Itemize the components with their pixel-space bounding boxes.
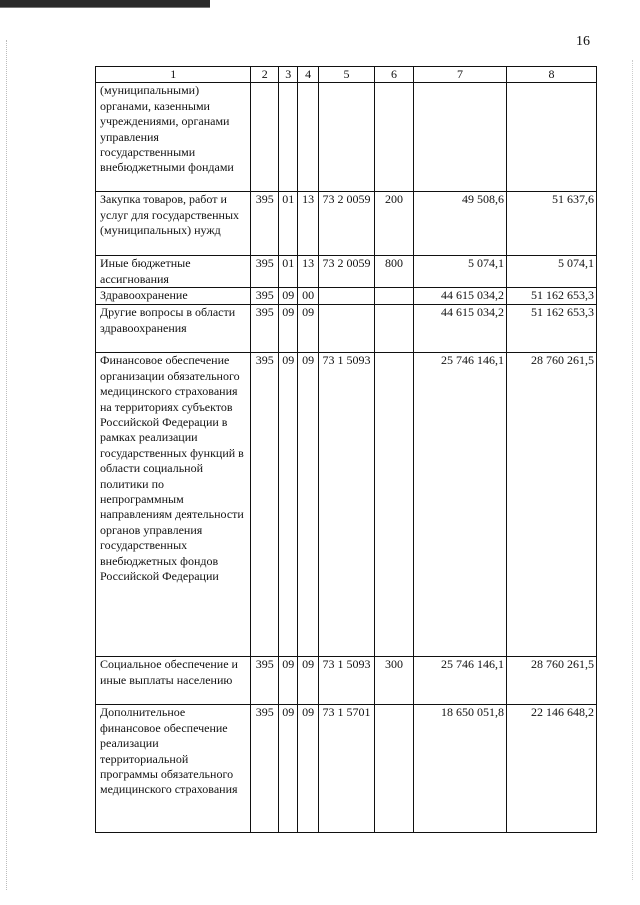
cell-amount-1: 18 650 051,8 [413, 705, 506, 833]
cell-pr: 09 [298, 705, 318, 833]
table-row [96, 192, 597, 256]
cell-rz: 09 [279, 305, 298, 353]
table-row [96, 705, 597, 833]
header-col-1: 1 [96, 67, 251, 83]
cell-pr: 00 [298, 288, 318, 305]
cell-amount-2: 28 760 261,5 [506, 657, 596, 705]
cell-vr [375, 353, 414, 657]
cell-rz: 01 [279, 256, 298, 288]
budget-table [95, 66, 597, 833]
cell-gr: 395 [251, 657, 279, 705]
scan-border-top-line [0, 7, 210, 8]
row-name: Дополнительное финансовое обеспечение реализации территориальной программы обязательного медицинского страхования [96, 705, 251, 833]
header-col-4: 4 [298, 67, 318, 83]
row-name: Финансовое обеспечение организации обязательного медицинского страхования на территориях субъектов Российской Федерации в рамках реализации государственных функций в области социальной политики по непрограммным направлениям деятельности органов управления государственных внебюджетных фондов Российской Федерации [96, 353, 251, 657]
row-name: Закупка товаров, работ и услуг для государственных (муниципальных) нужд [96, 192, 251, 256]
cell-csr: 73 1 5701 [318, 705, 374, 833]
cell-pr: 09 [298, 353, 318, 657]
cell-amount-1: 25 746 146,1 [413, 353, 506, 657]
row-name: (муниципальными) органами, казенными учреждениями, органами управления государственными внебюджетными фондами [96, 83, 251, 192]
cell-rz: 09 [279, 353, 298, 657]
cell-gr: 395 [251, 705, 279, 833]
cell-amount-2: 51 162 653,3 [506, 288, 596, 305]
scan-border-left [6, 40, 8, 890]
cell-vr [375, 305, 414, 353]
cell-csr: 73 1 5093 [318, 657, 374, 705]
row-name: Иные бюджетные ассигнования [96, 256, 251, 288]
cell-vr: 200 [375, 192, 414, 256]
cell-gr [251, 83, 279, 192]
cell-rz: 01 [279, 192, 298, 256]
cell-vr: 800 [375, 256, 414, 288]
cell-gr: 395 [251, 353, 279, 657]
row-name: Социальное обеспечение и иные выплаты населению [96, 657, 251, 705]
cell-rz: 09 [279, 705, 298, 833]
cell-csr [318, 288, 374, 305]
cell-amount-1 [413, 83, 506, 192]
cell-amount-2: 5 074,1 [506, 256, 596, 288]
cell-amount-2: 22 146 648,2 [506, 705, 596, 833]
row-name: Здравоохранение [96, 288, 251, 305]
cell-amount-2: 28 760 261,5 [506, 353, 596, 657]
cell-amount-2 [506, 83, 596, 192]
cell-gr: 395 [251, 288, 279, 305]
cell-gr: 395 [251, 305, 279, 353]
header-row [96, 67, 597, 83]
cell-amount-1: 49 508,6 [413, 192, 506, 256]
table-row [96, 288, 597, 305]
cell-csr [318, 83, 374, 192]
cell-csr [318, 305, 374, 353]
cell-rz: 09 [279, 657, 298, 705]
cell-csr: 73 1 5093 [318, 353, 374, 657]
cell-csr: 73 2 0059 [318, 192, 374, 256]
cell-gr: 395 [251, 192, 279, 256]
header-col-5: 5 [318, 67, 374, 83]
cell-amount-2: 51 162 653,3 [506, 305, 596, 353]
cell-amount-1: 44 615 034,2 [413, 305, 506, 353]
cell-pr: 13 [298, 192, 318, 256]
header-col-8: 8 [506, 67, 596, 83]
table-row [96, 83, 597, 192]
cell-pr [298, 83, 318, 192]
cell-pr: 09 [298, 305, 318, 353]
cell-amount-1: 25 746 146,1 [413, 657, 506, 705]
header-col-2: 2 [251, 67, 279, 83]
cell-amount-2: 51 637,6 [506, 192, 596, 256]
table-row [96, 353, 597, 657]
scan-border-right [632, 60, 634, 880]
cell-pr: 13 [298, 256, 318, 288]
page-number: 16 [576, 34, 590, 49]
row-name: Другие вопросы в области здравоохранения [96, 305, 251, 353]
header-col-3: 3 [279, 67, 298, 83]
cell-gr: 395 [251, 256, 279, 288]
cell-vr [375, 288, 414, 305]
cell-rz [279, 83, 298, 192]
cell-vr [375, 83, 414, 192]
cell-vr [375, 705, 414, 833]
table-row [96, 256, 597, 288]
table-row [96, 657, 597, 705]
cell-amount-1: 44 615 034,2 [413, 288, 506, 305]
cell-pr: 09 [298, 657, 318, 705]
cell-amount-1: 5 074,1 [413, 256, 506, 288]
header-col-7: 7 [413, 67, 506, 83]
table-row [96, 305, 597, 353]
cell-csr: 73 2 0059 [318, 256, 374, 288]
cell-vr: 300 [375, 657, 414, 705]
header-col-6: 6 [375, 67, 414, 83]
cell-rz: 09 [279, 288, 298, 305]
scan-border-top [0, 0, 210, 7]
